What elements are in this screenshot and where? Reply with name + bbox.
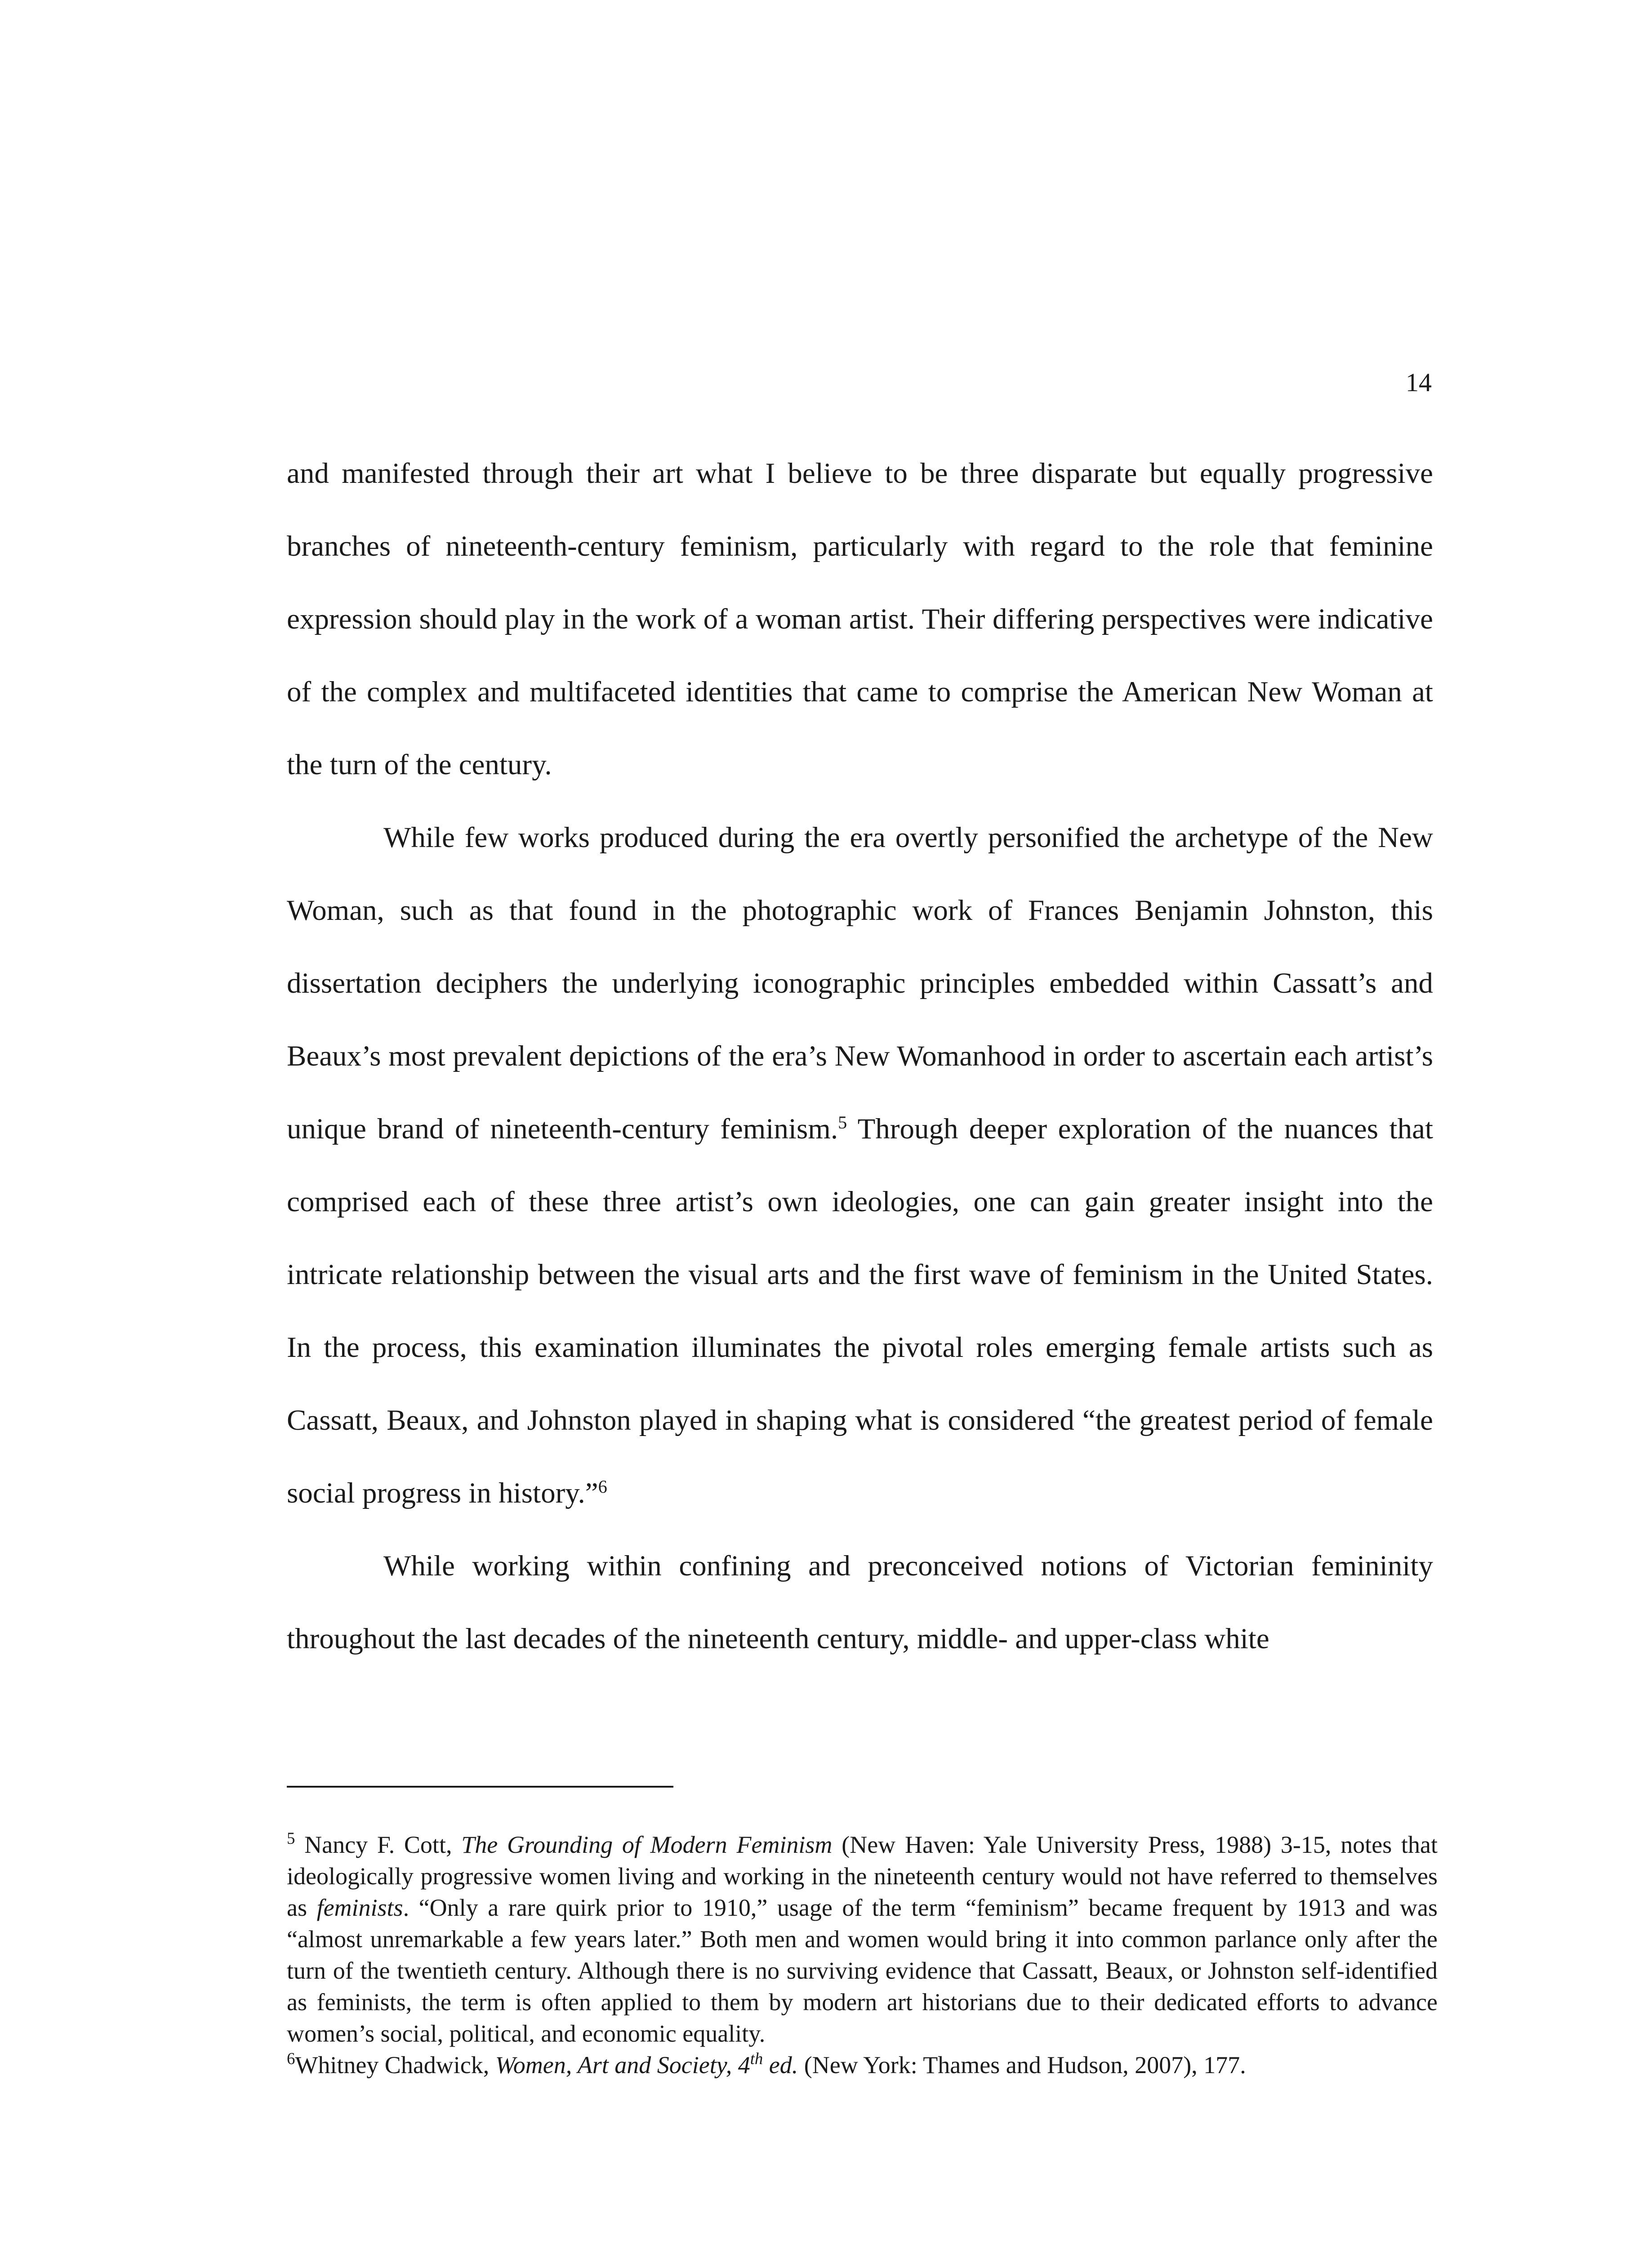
paragraph-2-text-b: Through deeper exploration of the nuances that comprised each of these three artist’s own ideologies, one can gain greater insight into the intricate relationship between the visual arts and the first wave of feminism in the United States. In the process, this examination illuminates the pivotal roles emerging female artists such as Cassatt, Beaux, and Johnston played in shaping what is considered “the greatest period of female social progress in history.” — [287, 1113, 1434, 1509]
footnote-separator — [287, 1786, 673, 1788]
paragraph-2-text-a: While few works produced during the era overtly personified the archetype of the New Woman, such as that found in the photographic work of Frances Benjamin Johnston, this dissertation deciphers the underlying iconographic principles embedded within Cassatt’s and Beaux’s most prevalent depictions of the era’s New Womanhood in order to ascertain each artist’s unique brand of nineteenth-century feminism. — [287, 821, 1433, 1145]
footnote-6 — [287, 2049, 1438, 2081]
footnote-title-end: ed. — [763, 2052, 798, 2079]
footnote-title-main: Women, Art and Society, 4 — [495, 2052, 750, 2079]
footnote-ref-6[interactable]: 6 — [598, 1476, 607, 1497]
footnote-book-title — [495, 2049, 798, 2079]
footnote-book-title: The Grounding of Modern Feminism — [461, 1831, 833, 1858]
paragraph-2 — [287, 801, 1433, 1530]
footnote-marker: 5 — [287, 1829, 295, 1847]
paragraph-3: While working within confining and preconceived notions of Victorian femininity throughout the last decades of the nineteenth century, middle- and upper-class white — [287, 1550, 1433, 1655]
footnote-text: (New Haven: Yale University Press, 1988) 3-15, notes that ideologically progressive women living and working in the nineteenth century would not have referred to themselves as — [287, 1831, 1438, 1921]
footnote-5 — [287, 1829, 1438, 2049]
footnotes — [287, 1829, 1438, 2081]
footnote-text: (New York: Thames and Hudson, 2007), 177. — [798, 2052, 1246, 2079]
footnote-text: . “Only a rare quirk prior to 1910,” usage of the term “feminism” became frequent by 1913 and was “almost unremarkable a few years later.” Both men and women would bring it into common parlance only after the turn of the twentieth century. Although there is no surviving evidence that Cassatt, Beaux, or Johnston self-identified as feminists, the term is often applied to them by modern art historians due to their dedicated efforts to advance women’s social, political, and economic equality. — [287, 1894, 1438, 2047]
footnote-emphasis: feminists — [316, 1894, 403, 1921]
footnote-text: Nancy F. Cott, — [295, 1831, 462, 1858]
paragraph-1: and manifested through their art what I believe to be three disparate but equally progressive branches of nineteenth-century feminism, particularly with regard to the role that feminine expression should play in the work of a woman artist. Their differing perspectives were indicative of the complex and multifaceted identities that came to comprise the American New Woman at the turn of the century. — [287, 457, 1433, 781]
body-text — [287, 437, 1433, 1675]
footnote-text: Whitney Chadwick, — [295, 2052, 495, 2079]
page-number: 14 — [1406, 368, 1432, 397]
footnote-marker: 6 — [287, 2049, 295, 2068]
footnote-title-sup: th — [750, 2049, 763, 2068]
footnote-ref-5[interactable]: 5 — [838, 1112, 847, 1133]
